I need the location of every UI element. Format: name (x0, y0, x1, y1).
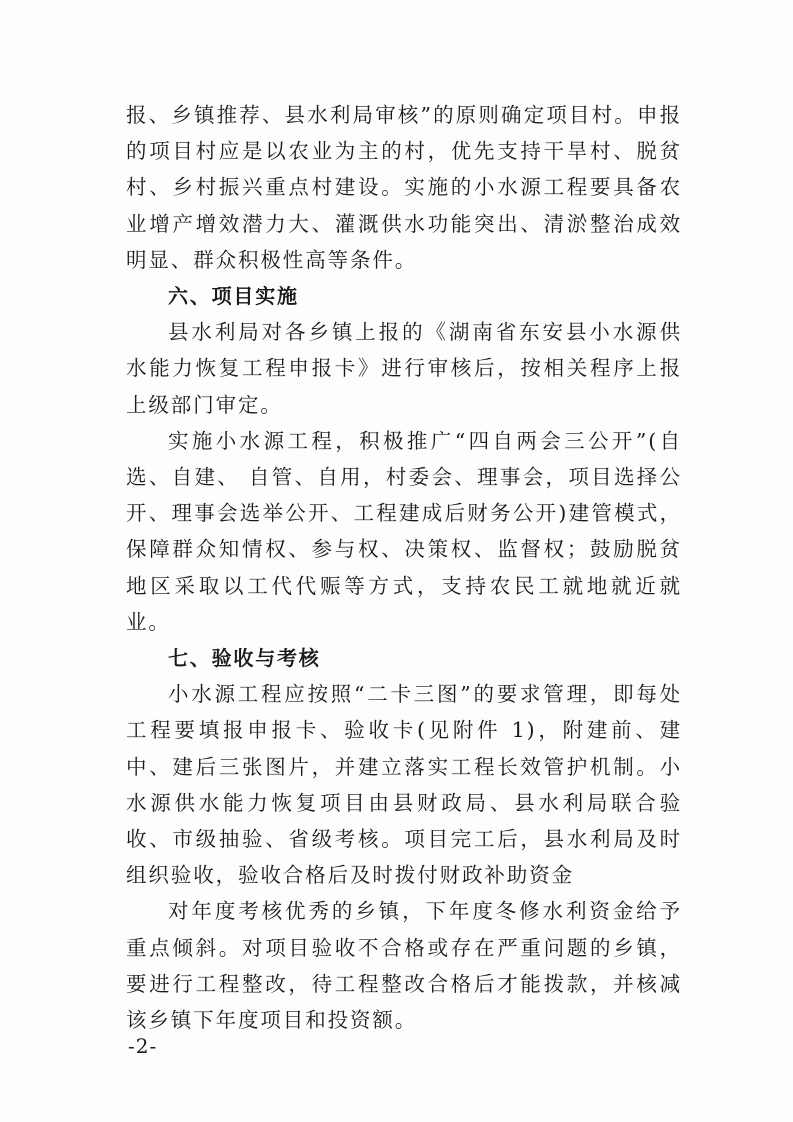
paragraph-management-model: 实施小水源工程，积极推广“四自两会三公开”(自选、自建、 自管、自用，村委会、理事会，项目选择公开、理事会选举公开、工程建成后财务公开)建管模式，保障群众知情权、参与权、决策权、监督权；鼓励脱贫地区采取以工代代赈等方式，支持农民工就地就近就业。 (126, 428, 682, 634)
heading-project-implementation: 六、项目实施 (168, 284, 299, 309)
paragraph-annual-assessment: 对年度考核优秀的乡镇，下年度冬修水利资金给予重点倾斜。对项目验收不合格或存在严重问题的乡镇，要进行工程整改，待工程整改合格后才能拨款，并核减该乡镇下年度项目和投资额。 (126, 899, 682, 1033)
heading-acceptance-assessment: 七、验收与考核 (168, 646, 321, 671)
paragraph-two-cards-three-images: 小水源工程应按照“二卡三图”的要求管理，即每处工程要填报申报卡、验收卡(见附件 1)，附建前、建中、建后三张图片，并建立落实工程长效管护机制。小水源供水能力恢复项目由县财政局、县水利局联合验收、市级抽验、省级考核。项目完工后，县水利局及时组织验收，验收合格后及时拨付财政补助资金 (126, 682, 682, 888)
paragraph-project-village-criteria: 报、乡镇推荐、县水利局审核”的原则确定项目村。申报的项目村应是以农业为主的村，优先支持干旱村、脱贫村、乡村振兴重点村建设。实施的小水源工程要具备农业增产增效潜力大、灌溉供水功能突出、清淤整治成效明显、群众积极性高等条件。 (126, 103, 682, 272)
paragraph-application-review: 县水利局对各乡镇上报的《湖南省东安县小水源供水能力恢复工程申报卡》进行审核后，按相关程序上报上级部门审定。 (126, 320, 682, 417)
page-number: -2- (128, 1034, 158, 1058)
document-body (126, 97, 682, 1038)
